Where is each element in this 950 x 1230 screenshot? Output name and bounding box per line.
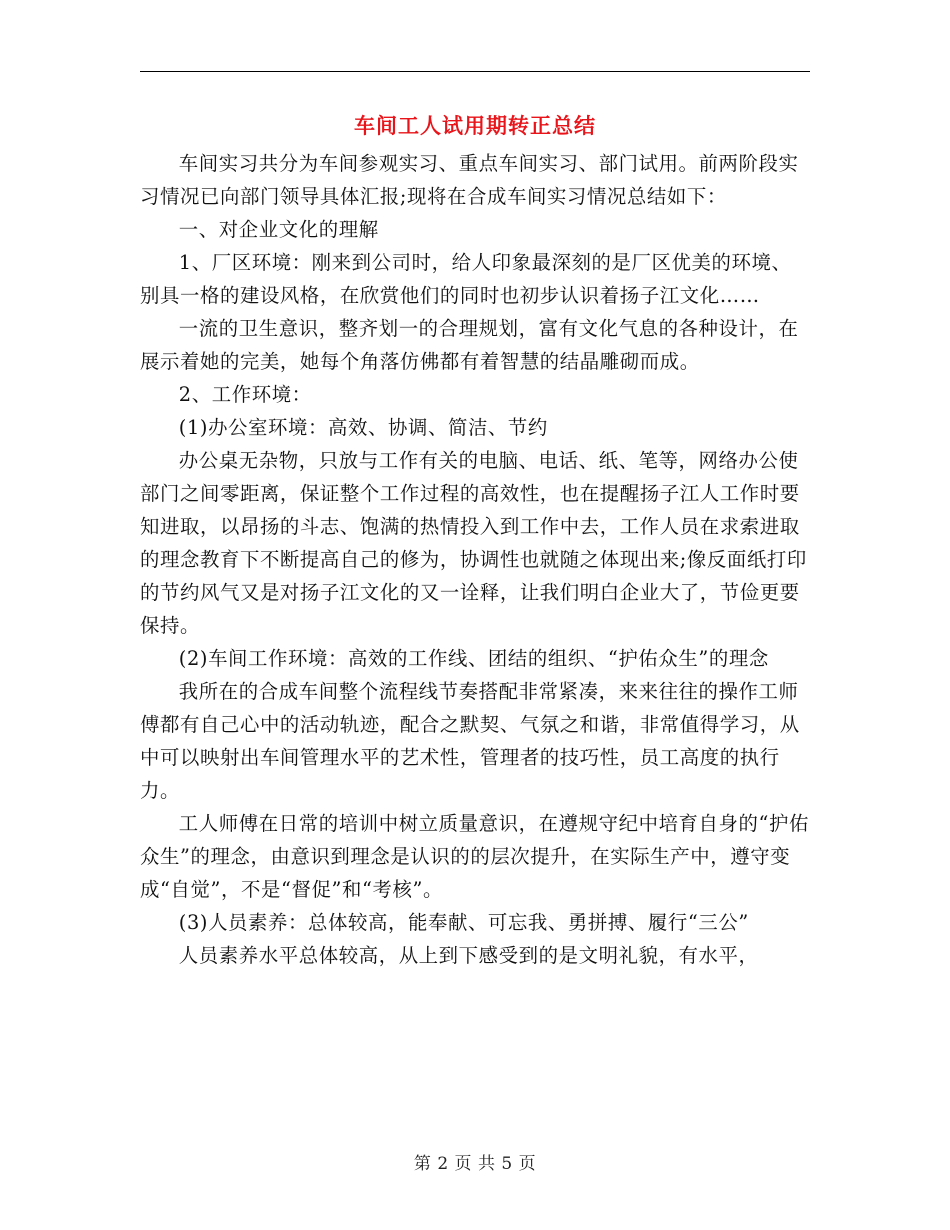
paragraph-personnel-details: 人员素养水平总体较高，从上到下感受到的是文明礼貌，有水平， — [178, 944, 759, 967]
paragraph-intro: 车间实习共分为车间参观实习、重点车间实习、部门试用。前两阶段实习情况已向部门领导具体汇报;现将在合成车间实习情况总结如下： — [140, 152, 799, 208]
heading-personnel-quality: (3)人员素养：总体较高，能奉献、可忘我、勇拼搏、履行“三公” — [178, 911, 749, 934]
paragraph-quality-awareness: 工人师傅在日常的培训中树立质量意识，在遵规守纪中培育自身的“护佑众生”的理念，由意识到理念是认识的的层次提升，在实际生产中，遵守变成“自觉”，不是“督促”和“考核”。 — [140, 812, 810, 901]
paragraph-factory-environment: 1、厂区环境：刚来到公司时，给人印象最深刻的是厂区优美的环境、别具一格的建设风格，在欣赏他们的同时也初步认识着扬子江文化…… — [140, 251, 792, 307]
page-number-footer: 第 2 页 共 5 页 — [413, 1154, 537, 1174]
header-rule — [140, 71, 810, 72]
paragraph-workshop-flow: 我所在的合成车间整个流程线节奏搭配非常紧凑，来来往往的操作工师傅都有自己心中的活动轨迹，配合之默契、气氛之和谐，非常值得学习，从中可以映射出车间管理水平的艺术性，管理者的技巧性，员工高度的执行力。 — [140, 680, 800, 802]
document-body — [140, 147, 810, 972]
paragraph-hygiene-awareness: 一流的卫生意识，整齐划一的合理规划，富有文化气息的各种设计，在展示着她的完美，她每个角落仿佛都有着智慧的结晶雕砌而成。 — [140, 317, 799, 373]
heading-corporate-culture: 一、对企业文化的理解 — [178, 218, 379, 241]
document-title: 车间工人试用期转正总结 — [354, 114, 596, 138]
heading-office-environment: (1)办公室环境：高效、协调、简洁、节约 — [178, 416, 548, 439]
heading-workshop-environment: (2)车间工作环境：高效的工作线、团结的组织、“护佑众生”的理念 — [178, 647, 769, 670]
paragraph-office-details: 办公桌无杂物，只放与工作有关的电脑、电话、纸、笔等，网络办公使部门之间零距离，保证整个工作过程的高效性，也在提醒扬子江人工作时要知进取，以昂扬的斗志、饱满的热情投入到工作中去，工作人员在求索进取的理念教育下不断提高自己的修为，协调性也就随之体现出来;像反面纸打印的节约风气又是对扬子江文化的又一诠释，让我们明白企业大了，节俭更要保持。 — [140, 449, 807, 637]
heading-work-environment: 2、工作环境： — [178, 383, 312, 406]
